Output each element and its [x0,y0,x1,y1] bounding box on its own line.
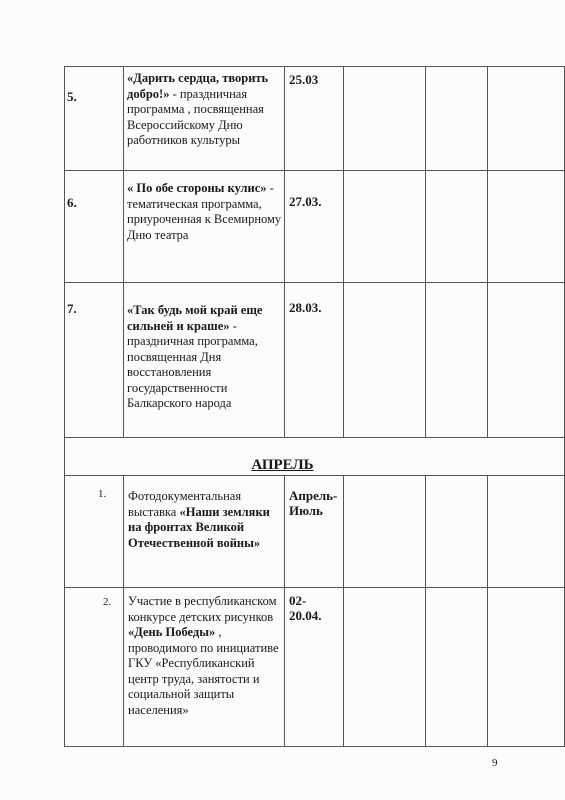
section-title: АПРЕЛЬ [251,457,314,473]
col-divider [343,66,344,437]
row-divider [64,475,565,476]
col-divider [123,475,124,746]
col-divider [343,475,344,746]
row-divider [64,170,565,171]
col-divider [284,475,285,746]
event-description [127,181,283,243]
col-divider [487,66,488,437]
event-date: 02-20.04. [289,593,322,623]
row-number: 2. [103,596,112,608]
event-title: «Так будь мой край еще сильней и краше» [127,303,263,333]
event-title: « По обе стороны кулис» [127,181,267,195]
row-divider [64,66,565,67]
event-details-tail: , проводимого по инициативе ГКУ «Республиканский центр труда, занятости и социальной защиты населения» [128,625,279,717]
event-description [127,71,283,149]
col-divider [284,66,285,437]
event-details: Фотодокументальная выставка [128,489,242,519]
event-date: 25.03 [289,72,319,87]
col-divider [425,475,426,746]
event-title: «Дарить сердца, творить добро!» [127,71,269,101]
row-number: 7. [67,301,77,316]
event-description [128,489,283,551]
event-title: «Наши земляки на фронтах Великой Отечественной войны» [128,504,270,550]
row-divider [64,587,565,588]
event-details: Участие в республиканском конкурсе детских рисунков [128,594,277,624]
event-date: Апрель-Июль [289,488,338,518]
event-details: - тематическая программа, приуроченная к Всемирному Дню театра [127,181,282,242]
row-divider [64,746,565,747]
row-number: 6. [67,195,77,210]
col-divider [64,66,65,746]
row-divider [64,437,565,438]
event-details: - праздничная программа, посвященная Дня восстановления государственности Балкарского народа [127,318,258,410]
event-details: - праздничная программа , посвященная Всероссийскому Дню работников культуры [127,86,264,147]
row-number: 1. [98,488,107,500]
col-divider [425,66,426,437]
event-date: 27.03. [289,194,322,209]
event-description [127,303,283,412]
page-number: 9 [492,757,498,769]
col-divider [123,66,124,437]
col-divider [487,475,488,746]
event-date: 28.03. [289,300,322,315]
row-divider [64,282,565,283]
event-description [128,594,283,718]
row-number: 5. [67,89,77,104]
event-title: «День Победы» [128,625,216,639]
